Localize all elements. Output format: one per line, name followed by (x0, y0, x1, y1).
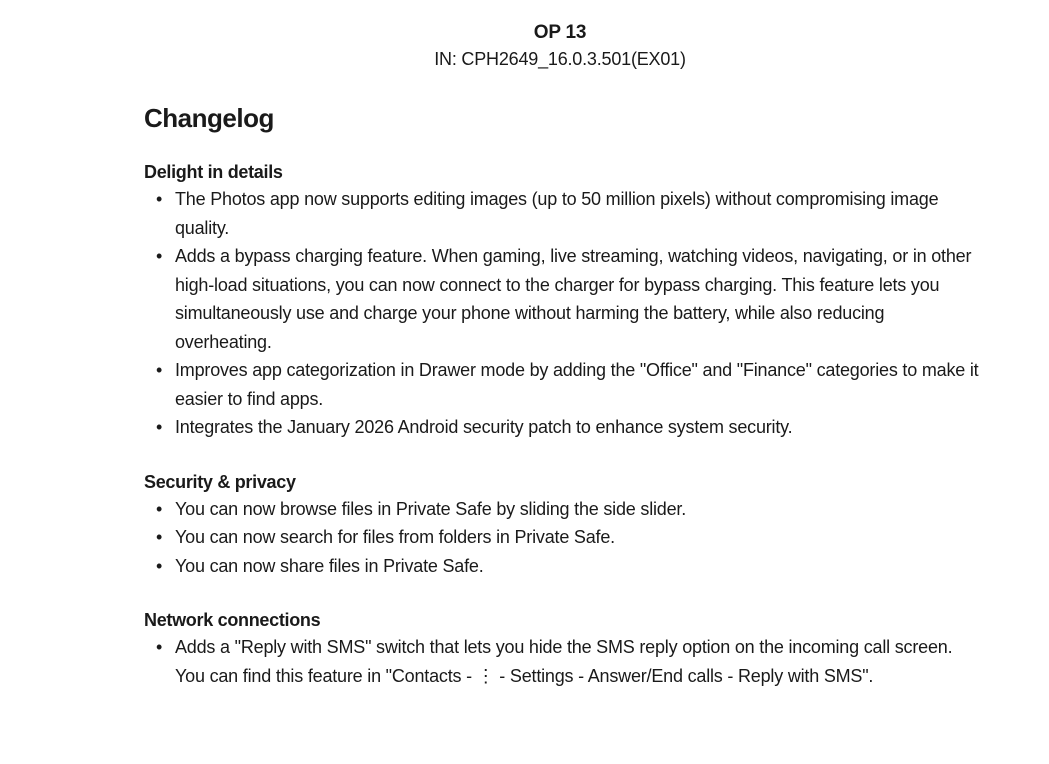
page-header (0, 20, 1049, 72)
list-item-text: You can now share files in Private Safe. (175, 555, 484, 576)
item-list (144, 185, 984, 442)
list-item-text: Adds a "Reply with SMS" switch that lets you hide the SMS reply option on the incoming call screen. You can find this feature in "Contacts - ⋮ - Settings - Answer/End calls - Reply with SMS". (175, 637, 953, 686)
bullet-icon: • (156, 555, 163, 576)
bullet-icon: • (156, 417, 163, 437)
list-item (144, 185, 984, 242)
list-item-text: Improves app categorization in Drawer mode by adding the "Office" and "Finance" categories to make it easier to find apps. (175, 360, 979, 409)
changelog-title: Changelog (144, 103, 274, 133)
list-item (144, 413, 984, 442)
bullet-icon: • (156, 637, 163, 657)
bullet-icon: • (156, 527, 163, 547)
section-title: Delight in details (144, 162, 283, 182)
list-item-text: Integrates the January 2026 Android security patch to enhance system security. (175, 417, 793, 437)
list-item-text: You can now browse files in Private Safe by sliding the side slider. (175, 498, 687, 519)
section-title: Network connections (144, 610, 321, 630)
list-item-text: You can now search for files from folders in Private Safe. (175, 527, 615, 547)
device-name: OP 13 (533, 22, 587, 43)
list-item (144, 495, 984, 524)
list-item (144, 633, 984, 690)
section-security-privacy (144, 469, 984, 581)
item-list (144, 633, 984, 690)
bullet-icon: • (156, 246, 163, 266)
changelog-content (144, 98, 984, 717)
list-item (144, 356, 984, 413)
item-list (144, 495, 984, 581)
section-delight-in-details (144, 159, 984, 442)
list-item (144, 552, 984, 581)
list-item-text: The Photos app now supports editing images (up to 50 million pixels) without compromising image quality. (175, 189, 939, 238)
bullet-icon: • (156, 498, 163, 519)
build-id: IN: CPH2649_16.0.3.501(EX01) (434, 49, 686, 69)
section-network-connections (144, 607, 984, 690)
list-item-text: Adds a bypass charging feature. When gaming, live streaming, watching videos, navigating, or in other high-load situations, you can now connect to the charger for bypass charging. This feature lets you simultaneously use and charge your phone without harming the battery, while also reducing overheating. (175, 246, 972, 352)
bullet-icon: • (156, 360, 163, 380)
list-item (144, 523, 984, 552)
list-item (144, 242, 984, 356)
bullet-icon: • (156, 189, 163, 209)
section-title: Security & privacy (144, 471, 296, 492)
